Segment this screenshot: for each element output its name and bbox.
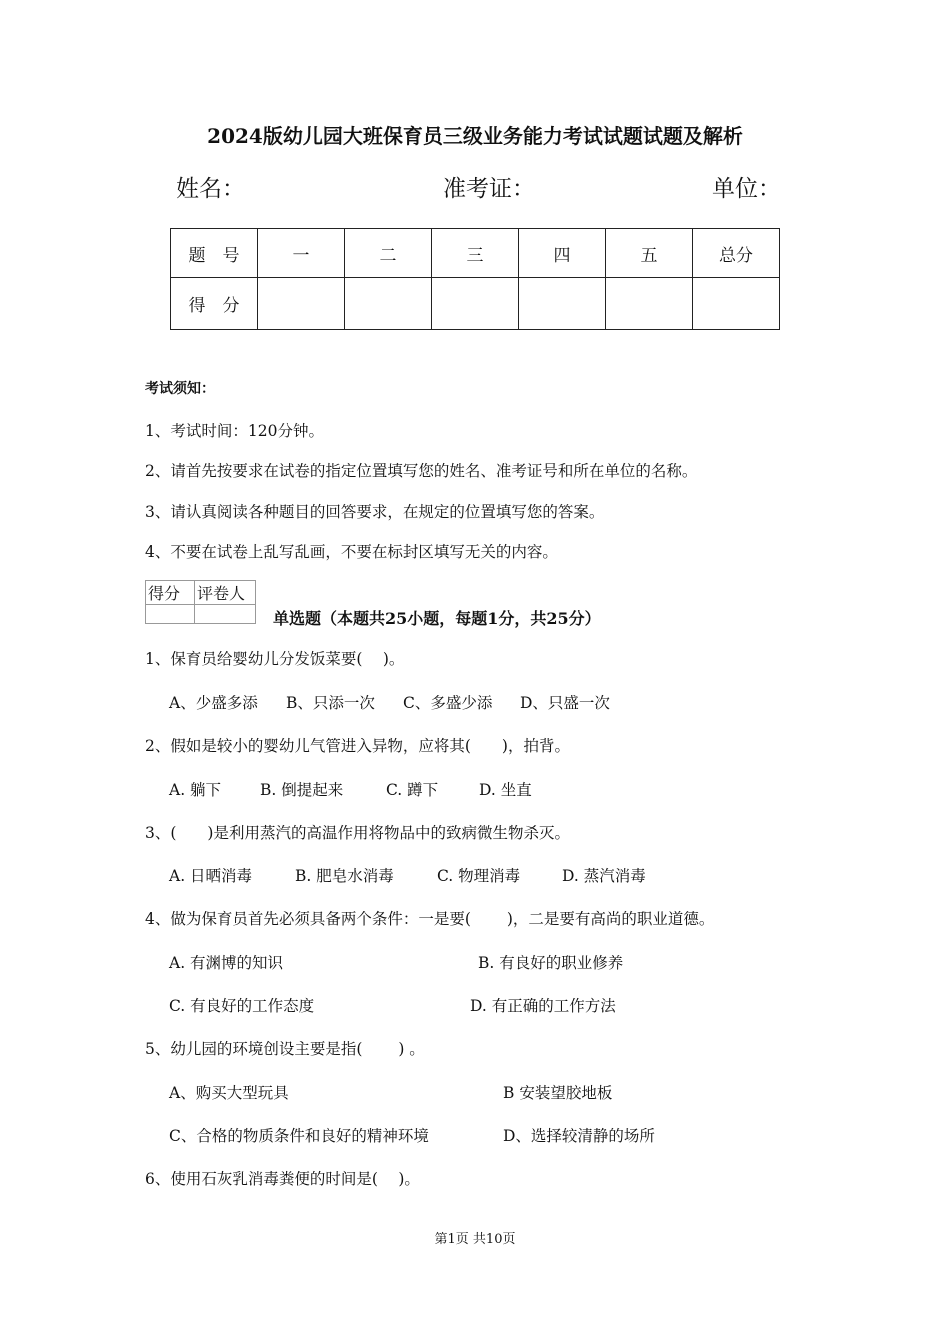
q1-option-b[interactable]: B、只添一次	[286, 694, 375, 712]
q2-option-c[interactable]: C. 蹲下	[386, 781, 439, 799]
question-1: 1、保育员给婴幼儿分发饭菜要( )。	[145, 650, 405, 668]
q3-option-a[interactable]: A. 日晒消毒	[169, 867, 253, 885]
exam-id-field-label: 准考证：	[443, 176, 535, 202]
q3-option-c[interactable]: C. 物理消毒	[437, 867, 521, 885]
score-cell[interactable]	[693, 278, 780, 330]
unit-field-label: 单位：	[712, 176, 781, 202]
column-3: 三	[432, 229, 519, 278]
document-title: 2024版幼儿园大班保育员三级业务能力考试试题试题及解析	[207, 124, 743, 148]
question-3: 3、( )是利用蒸汽的高温作用将物品中的致病微生物杀灭。	[145, 824, 570, 842]
score-cell[interactable]	[519, 278, 606, 330]
q4-option-b[interactable]: B. 有良好的职业修养	[478, 954, 624, 972]
notice-item: 1、考试时间：120分钟。	[145, 422, 324, 440]
column-2: 二	[345, 229, 432, 278]
name-field-label: 姓名：	[176, 176, 245, 202]
row-header-question-number: 题 号	[171, 229, 258, 278]
q1-option-c[interactable]: C、多盛少添	[403, 694, 493, 712]
grader-name-cell[interactable]	[195, 605, 256, 624]
q5-option-b[interactable]: B 安装望胶地板	[503, 1084, 613, 1102]
score-cell[interactable]	[345, 278, 432, 330]
score-table-score-row	[171, 278, 780, 330]
score-table-header-row	[171, 229, 780, 278]
section-title: 单选题（本题共25小题，每题1分，共25分）	[273, 609, 601, 628]
grader-name-label: 评卷人	[195, 581, 256, 605]
question-6: 6、使用石灰乳消毒粪便的时间是( )。	[145, 1170, 420, 1188]
question-5: 5、幼儿园的环境创设主要是指( ) 。	[145, 1040, 425, 1058]
score-cell[interactable]	[432, 278, 519, 330]
grader-score-label: 得分	[146, 581, 195, 605]
q1-option-d[interactable]: D、只盛一次	[520, 694, 610, 712]
column-4: 四	[519, 229, 606, 278]
notice-item: 3、请认真阅读各种题目的回答要求，在规定的位置填写您的答案。	[145, 503, 605, 521]
page-footer: 第1页 共10页	[434, 1232, 516, 1247]
q4-option-a[interactable]: A. 有渊博的知识	[169, 954, 284, 972]
q1-option-a[interactable]: A、少盛多添	[169, 694, 258, 712]
question-4: 4、做为保育员首先必须具备两个条件：一是要( )，二是要有高尚的职业道德。	[145, 910, 715, 928]
grader-score-cell[interactable]	[146, 605, 195, 624]
grader-box	[145, 580, 256, 624]
q2-option-d[interactable]: D. 坐直	[479, 781, 532, 799]
q5-option-a[interactable]: A、购买大型玩具	[169, 1084, 289, 1102]
question-2: 2、假如是较小的婴幼儿气管进入异物，应将其( )，拍背。	[145, 737, 570, 755]
q4-option-d[interactable]: D. 有正确的工作方法	[470, 997, 616, 1015]
score-cell[interactable]	[258, 278, 345, 330]
q2-option-b[interactable]: B. 倒提起来	[260, 781, 344, 799]
row-header-score: 得 分	[171, 278, 258, 330]
q5-option-d[interactable]: D、选择较清静的场所	[503, 1127, 655, 1145]
column-total: 总分	[693, 229, 780, 278]
column-1: 一	[258, 229, 345, 278]
q3-option-d[interactable]: D. 蒸汽消毒	[562, 867, 646, 885]
q3-option-b[interactable]: B. 肥皂水消毒	[295, 867, 394, 885]
notice-item: 4、不要在试卷上乱写乱画，不要在标封区填写无关的内容。	[145, 543, 558, 561]
score-cell[interactable]	[606, 278, 693, 330]
q4-option-c[interactable]: C. 有良好的工作态度	[169, 997, 315, 1015]
notice-heading: 考试须知：	[145, 381, 215, 397]
q2-option-a[interactable]: A. 躺下	[169, 781, 222, 799]
column-5: 五	[606, 229, 693, 278]
score-table	[170, 228, 780, 330]
notice-item: 2、请首先按要求在试卷的指定位置填写您的姓名、准考证号和所在单位的名称。	[145, 462, 698, 480]
q5-option-c[interactable]: C、合格的物质条件和良好的精神环境	[169, 1127, 429, 1145]
